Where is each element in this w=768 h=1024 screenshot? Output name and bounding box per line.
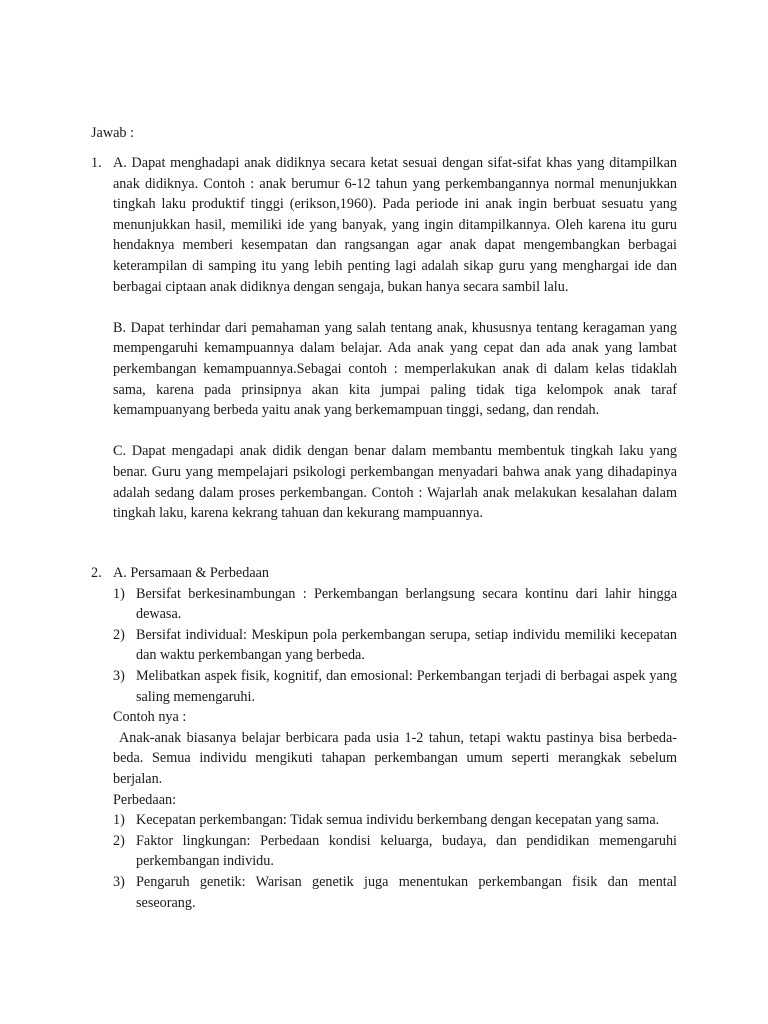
list-item: [113, 584, 677, 625]
answer-heading: Jawab :: [91, 125, 134, 141]
list-item: [113, 666, 677, 707]
contoh-paragraph: Anak-anak biasanya belajar berbicara pada usia 1-2 tahun, tetapi waktu pastinya bisa berbeda-beda. Semua individu mengikuti tahapan perkembangan umum seperti merangkak sebelum berjalan.: [113, 729, 677, 787]
perbedaan-label: Perbedaan:: [113, 791, 177, 808]
answer-1a-paragraph: A. Dapat menghadapi anak didiknya secara ketat sesuai dengan sifat-sifat khas yang ditampilkan anak didiknya. Contoh : anak berumur 6-12 tahun yang perkembangannya normal menunjukkan tingkah laku produktif tinggi (erikson,1960). Pada periode ini anak ingin berbuat sesuatu yang menunjukkan hasil, memiliki ide yang banyak, yang ingin ditampilkannya. Oleh karena itu guru hendaknya memberi kesempatan dan rangsangan agar anak dapat mengembangkan berbagai keterampilan di samping itu yang lebih penting lagi adalah sikap guru yang menghargai ide dan berbagai ciptaan anak didiknya dengan sengaja, bukan hanya secara sambil lalu.: [113, 155, 677, 295]
list-marker: 2): [113, 626, 125, 643]
list-item-text: Faktor lingkungan: Perbedaan kondisi keluarga, budaya, dan pendidikan memengaruhi perkembangan individu.: [136, 832, 677, 870]
list-marker: 3): [113, 667, 125, 684]
list-item-text: Bersifat berkesinambungan : Perkembangan berlangsung secara kontinu dari lahir hingga dewasa.: [136, 585, 677, 623]
list-marker: 2): [113, 832, 125, 849]
answer-2-number: 2.: [91, 565, 102, 581]
list-marker: 1): [113, 585, 125, 602]
list-marker: 3): [113, 873, 125, 890]
list-item: [113, 625, 677, 666]
list-item-text: Bersifat individual: Meskipun pola perkembangan serupa, setiap individu memiliki kecepatan dan waktu perkembangan yang berbeda.: [136, 626, 677, 664]
persamaan-list: [113, 584, 677, 708]
perbedaan-list: [113, 810, 677, 913]
list-item-text: Kecepatan perkembangan: Tidak semua individu berkembang dengan kecepatan yang sama.: [136, 812, 660, 829]
answer-2-title: A. Persamaan & Perbedaan: [113, 565, 270, 581]
list-item: [113, 872, 677, 913]
answer-1-number: 1.: [91, 155, 102, 171]
answer-1: [91, 153, 677, 524]
list-item: [113, 831, 677, 872]
answer-1c-paragraph: C. Dapat mengadapi anak didik dengan benar dalam membantu membentuk tingkah laku yang benar. Guru yang mempelajari psikologi perkembangan menyadari bahwa anak yang dihadapinya adalah sedang dalam proses perkembangan. Contoh : Wajarlah anak melakukan kesalahan dalam tingkah laku, karena kekrang tahuan dan kekurang mampuannya.: [113, 443, 677, 522]
answer-2: [91, 563, 677, 913]
contoh-label: Contoh nya :: [113, 709, 187, 726]
answer-1b-paragraph: B. Dapat terhindar dari pemahaman yang salah tentang anak, khususnya tentang keragaman yang mempengaruhi kemampuannya dalam belajar. Ada anak yang cepat dan ada anak yang lambat perkembangan kemampuannya.Sebagai contoh : memperlakukan anak di dalam kelas tidaklah sama, karena pada prinsipnya akan kita jumpai paling tidak tiga kelompok anak taraf kemampuanyang berbeda yaitu anak yang berkemampuan tinggi, sedang, dan rendah.: [113, 319, 677, 419]
list-item-text: Melibatkan aspek fisik, kognitif, dan emosional: Perkembangan terjadi di berbagai aspek yang saling memengaruhi.: [136, 667, 677, 705]
list-item-text: Pengaruh genetik: Warisan genetik juga menentukan perkembangan fisik dan mental seseorang.: [136, 873, 677, 911]
list-item: [113, 810, 677, 831]
list-marker: 1): [113, 812, 125, 829]
